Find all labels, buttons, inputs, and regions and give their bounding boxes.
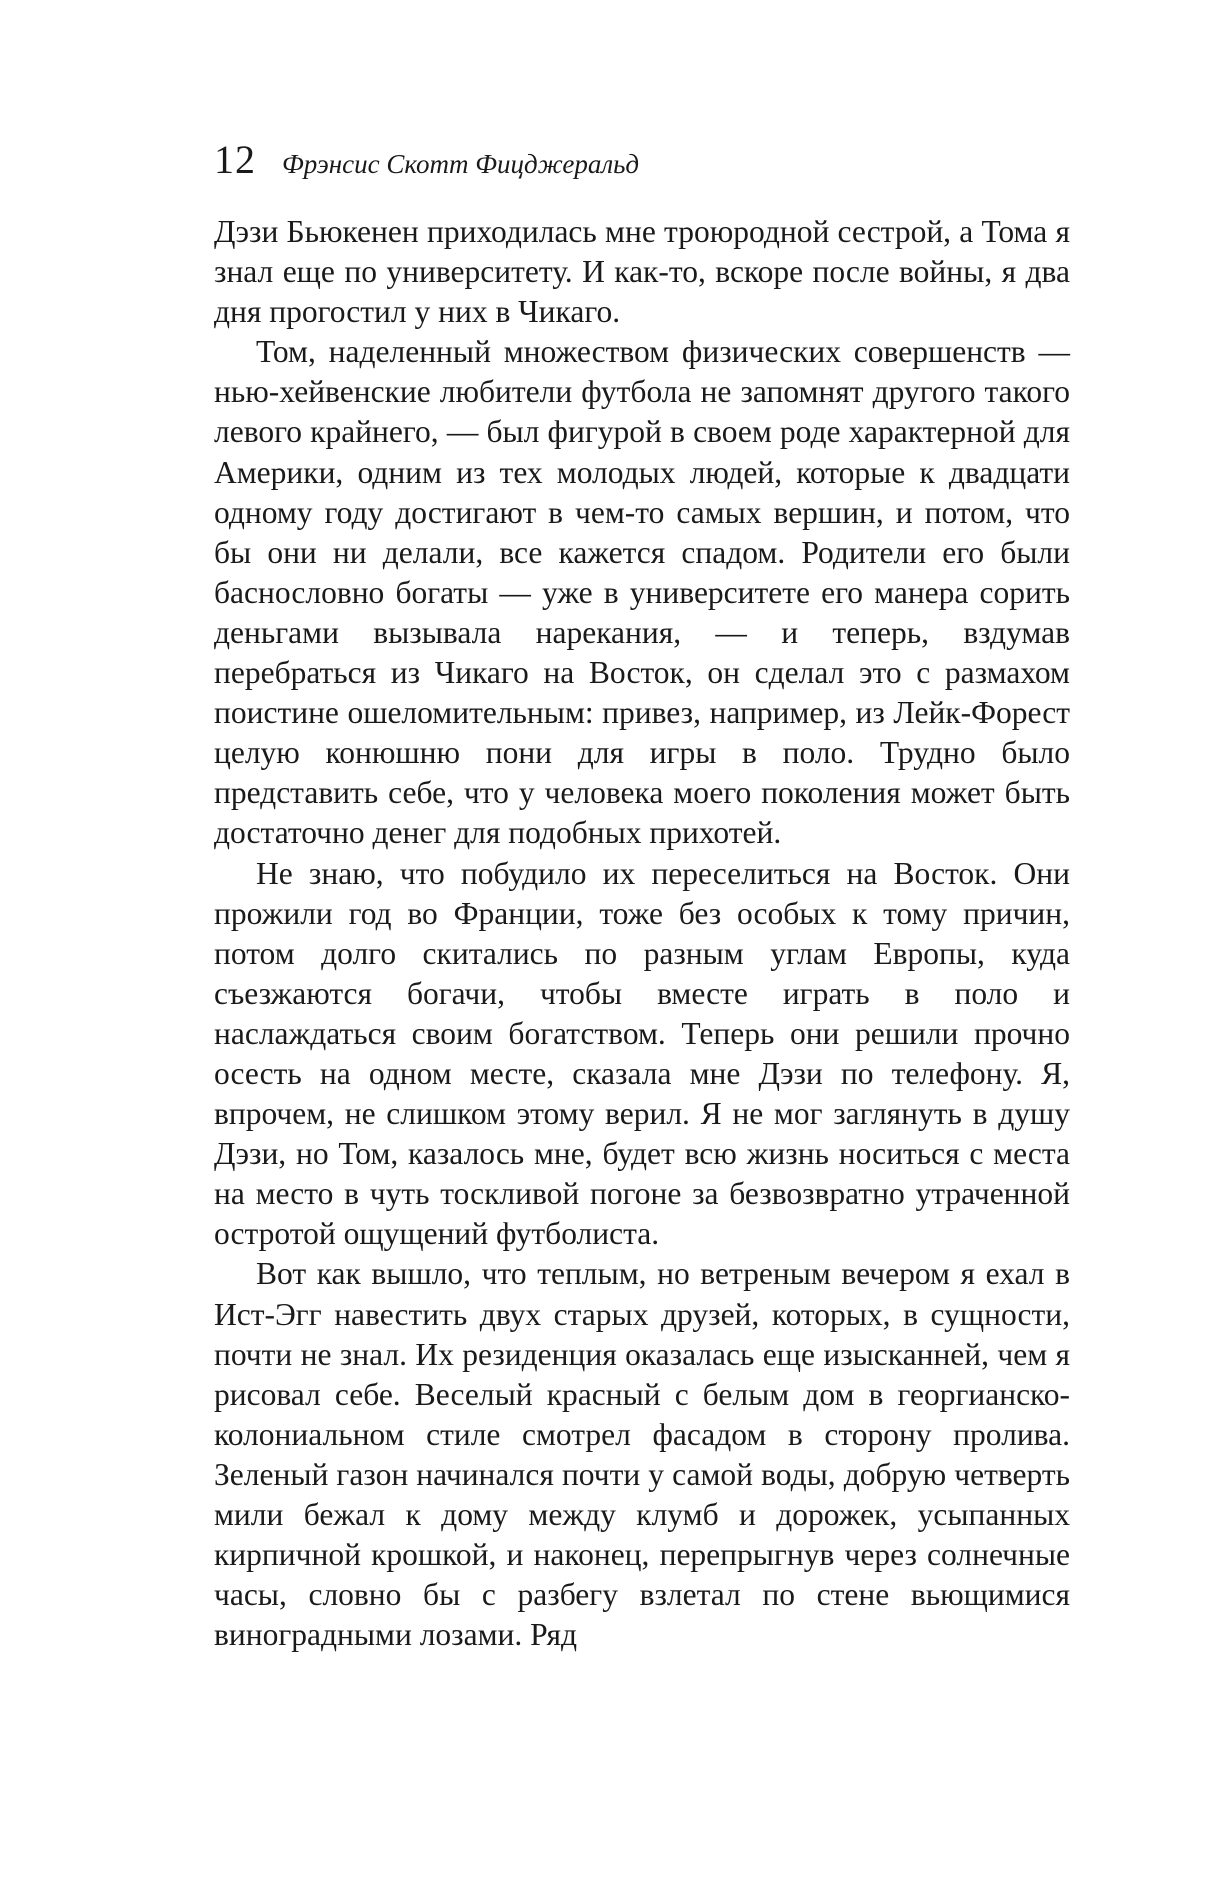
- paragraph: Дэзи Бьюкенен приходилась мне троюродной сестрой, а Тома я знал еще по университету. И как-то, вскоре после войны, я два дня прогостил у них в Чикаго.: [214, 214, 1070, 330]
- page-number: 12: [214, 137, 256, 182]
- book-page: [214, 138, 1070, 1655]
- paragraph: Том, наделенный множеством физических совершенств — нью-хейвенские любители футбола не запомнят другого такого левого крайнего, — был фигурой в своем роде характерной для Америки, одним из тех молодых людей, которые к двадцати одному году достигают в чем-то самых вершин, и потом, что бы они ни делали, все кажется спадом. Родители его были баснословно богаты — уже в университете его манера сорить деньгами вызывала нарекания, — и теперь, вздумав перебраться из Чикаго на Восток, он сделал это с размахом поистине ошеломительным: привез, например, из Лейк-Форест целую конюшню пони для игры в поло. Трудно было представить себе, что у человека моего поколения может быть достаточно денег для подобных прихотей.: [214, 334, 1070, 851]
- running-title: Фрэнсис Скотт Фицджеральд: [282, 149, 640, 179]
- body-text: [214, 212, 1070, 1655]
- running-head: [214, 138, 1070, 182]
- paragraph: Не знаю, что побудило их переселиться на Восток. Они прожили год во Франции, тоже без особых к тому причин, потом долго скитались по разным углам Европы, куда съезжаются богачи, чтобы вместе играть в поло и наслаждаться своим богатством. Теперь они решили прочно осесть на одном месте, сказала мне Дэзи по телефону. Я, впрочем, не слишком этому верил. Я не мог заглянуть в душу Дэзи, но Том, казалось мне, будет всю жизнь носиться с места на место в чуть тоскливой погоне за безвозвратно утраченной остротой ощущений футболиста.: [214, 855, 1070, 1252]
- paragraph: Вот как вышло, что теплым, но ветреным вечером я ехал в Ист-Эгг навестить двух старых друзей, которых, в сущности, почти не знал. Их резиденция оказалась еще изысканней, чем я рисовал себе. Веселый красный с белым дом в георгианско-колониальном стиле смотрел фасадом в сторону пролива. Зеленый газон начинался почти у самой воды, добрую четверть мили бежал к дому между клумб и дорожек, усыпанных кирпичной крошкой, и наконец, перепрыгнув через солнечные часы, словно бы с разбегу взлетал по стене вьющимися виноградными лозами. Ряд: [214, 1256, 1070, 1653]
